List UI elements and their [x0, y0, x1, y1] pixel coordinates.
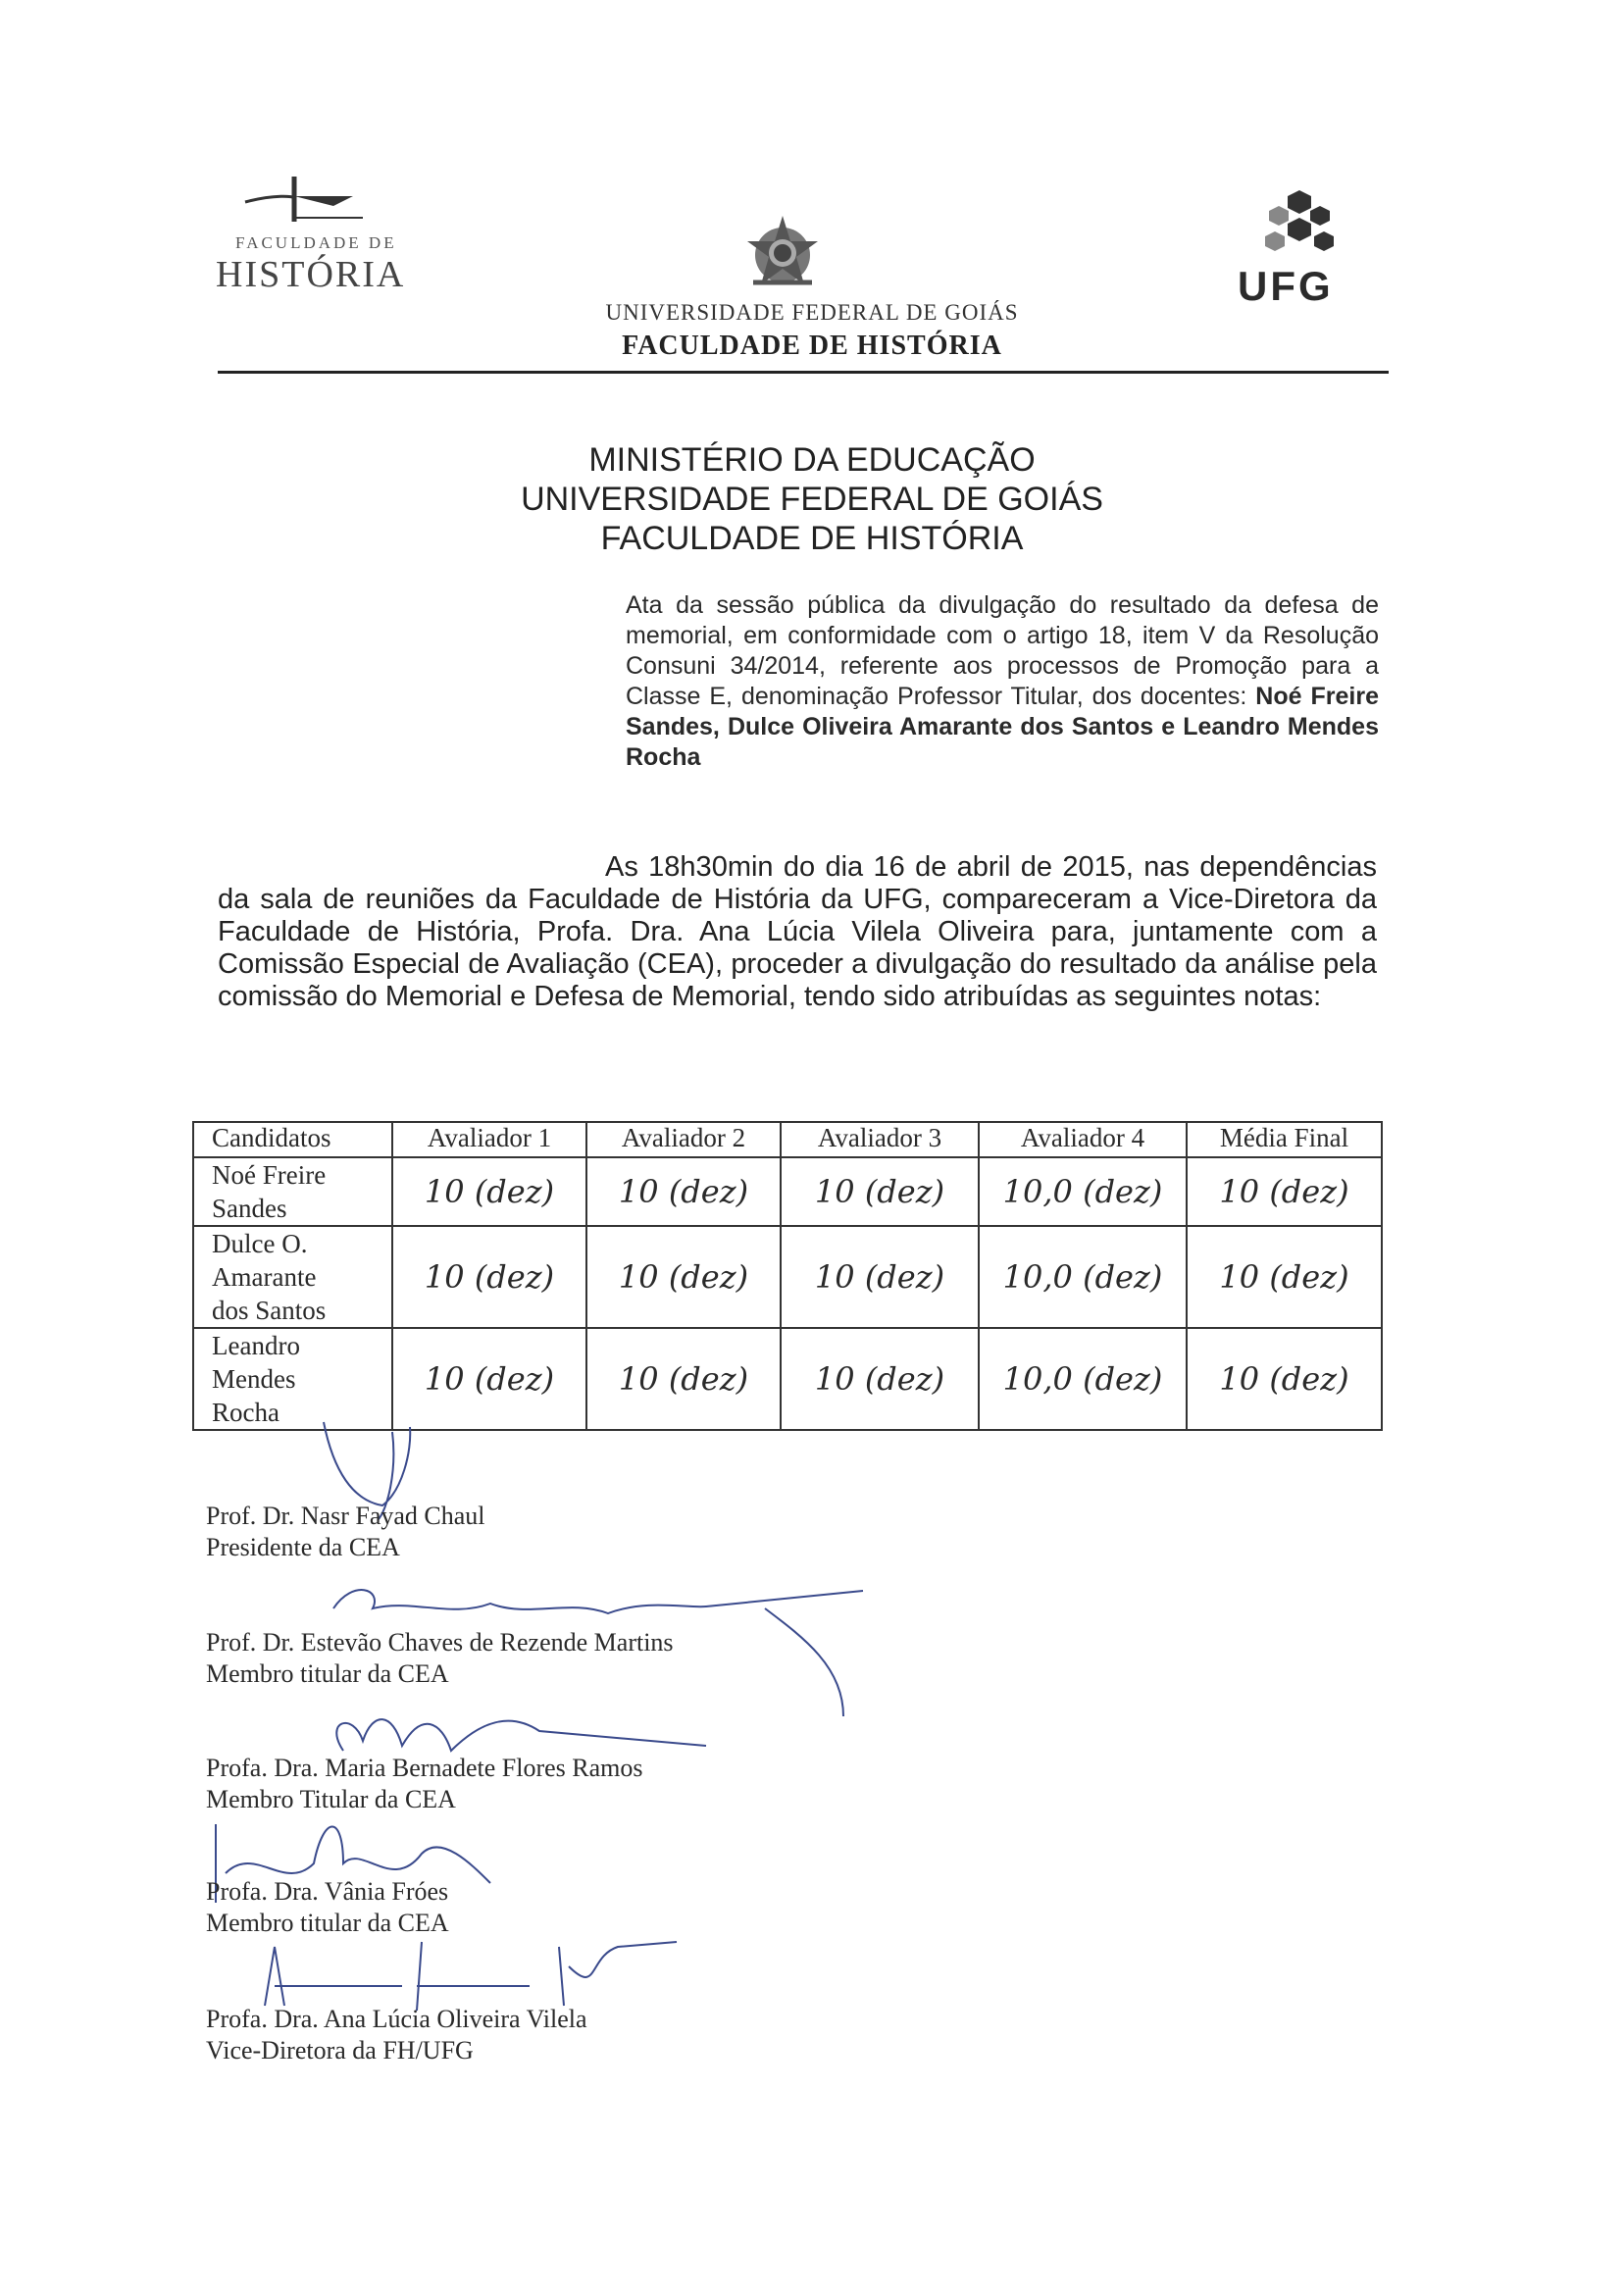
final-grade-cell: 10 (dez) — [1187, 1157, 1382, 1226]
signatory-name: Profa. Dra. Ana Lúcia Oliveira Vilela — [206, 2005, 587, 2033]
signature-scribble — [245, 1937, 686, 2015]
grade-cell: 10 (dez) — [392, 1157, 586, 1226]
signatory-role: Membro titular da CEA — [206, 1909, 449, 1937]
candidate-name-line: Leandro — [212, 1331, 300, 1360]
grades-table — [192, 1121, 1383, 1431]
grade-cell: 10 (dez) — [392, 1226, 586, 1328]
table-header: Avaliador 3 — [781, 1122, 979, 1157]
faculty-title: FACULDADE DE HISTÓRIA — [600, 520, 1024, 557]
grade-cell: 10,0 (dez) — [979, 1226, 1187, 1328]
table-header: Média Final — [1187, 1122, 1382, 1157]
summary-text: Ata da sessão pública da divulgação do resultado da defesa de memorial, em conformidade com o artigo 18, item V da Resolução Consuni 34/2014, referente aos processos de Promoção para a Classe E, denominação Professor Titular, dos docentes: — [626, 591, 1379, 710]
candidate-name-line: Sandes — [212, 1194, 287, 1223]
table-header-row — [193, 1122, 1382, 1157]
table-header: Avaliador 2 — [586, 1122, 781, 1157]
signatory-role: Vice-Diretora da FH/UFG — [206, 2036, 474, 2065]
grade-cell: 10 (dez) — [586, 1157, 781, 1226]
faculty-logo-name: HISTÓRIA — [216, 254, 406, 295]
signatory-name: Prof. Dr. Nasr Fayad Chaul — [206, 1502, 485, 1530]
signatory-role: Membro Titular da CEA — [206, 1785, 456, 1813]
grade-cell: 10,0 (dez) — [979, 1328, 1187, 1430]
table-header: Avaliador 1 — [392, 1122, 586, 1157]
final-grade-cell: 10 (dez) — [1187, 1226, 1382, 1328]
signatory-name: Profa. Dra. Vânia Fróes — [206, 1877, 449, 1906]
header-divider — [218, 371, 1389, 374]
letterhead-university: UNIVERSIDADE FEDERAL DE GOIÁS — [605, 300, 1019, 325]
grade-cell: 10 (dez) — [781, 1226, 979, 1328]
ministry-title: MINISTÉRIO DA EDUCAÇÃO — [588, 441, 1036, 479]
final-grade-cell: 10 (dez) — [1187, 1328, 1382, 1430]
signatory-role: Membro titular da CEA — [206, 1659, 449, 1688]
brazil-coat-of-arms-icon — [739, 212, 826, 298]
faculty-logo-caption: FACULDADE DE — [235, 233, 397, 252]
grade-cell: 10 (dez) — [392, 1328, 586, 1430]
candidate-name-line: Amarante — [212, 1262, 317, 1292]
table-row — [193, 1157, 1382, 1226]
summary-names: Noé Freire Sandes, Dulce Oliveira Amarante dos Santos e Leandro Mendes Rocha — [626, 683, 1379, 771]
candidate-cell — [193, 1226, 392, 1328]
candidate-name-line: Rocha — [212, 1398, 279, 1427]
grade-cell: 10,0 (dez) — [979, 1157, 1187, 1226]
letterhead-faculty: FACULDADE DE HISTÓRIA — [622, 331, 1002, 361]
signatory-name: Profa. Dra. Maria Bernadete Flores Ramos — [206, 1754, 643, 1782]
signatory-role: Presidente da CEA — [206, 1533, 400, 1561]
candidate-name-line: dos Santos — [212, 1296, 327, 1325]
candidate-name-line: Noé Freire — [212, 1160, 327, 1190]
candidate-cell — [193, 1157, 392, 1226]
ufg-logo-text: UFG — [1238, 263, 1334, 309]
minutes-paragraph-text: As 18h30min do dia 16 de abril de 2015, nas dependências da sala de reuniões da Faculdade de História da UFG, compareceram a Vice-Diretora da Faculdade de História, Profa. Dra. Ana Lúcia Vilela Oliveira para, juntamente com a Comissão Especial de Avaliação (CEA), proceder a divulgação do resultado da análise pela comissão do Memorial e Defesa de Memorial, tendo sido atribuídas as seguintes notas: — [218, 851, 1377, 1012]
signatory-name: Prof. Dr. Estevão Chaves de Rezende Martins — [206, 1628, 674, 1657]
ufg-logo-icon — [1245, 186, 1353, 263]
grade-cell: 10 (dez) — [586, 1328, 781, 1430]
grade-cell: 10 (dez) — [781, 1157, 979, 1226]
minutes-paragraph — [218, 851, 1377, 1013]
candidate-name-line: Mendes — [212, 1364, 296, 1394]
minutes-summary — [626, 590, 1379, 773]
table-row — [193, 1226, 1382, 1328]
candidate-name-line: Dulce O. — [212, 1229, 308, 1258]
university-title: UNIVERSIDADE FEDERAL DE GOIÁS — [521, 481, 1103, 518]
grade-cell: 10 (dez) — [781, 1328, 979, 1430]
table-header: Avaliador 4 — [979, 1122, 1187, 1157]
table-header: Candidatos — [193, 1122, 392, 1157]
faculty-logo-icon — [235, 175, 373, 233]
grade-cell: 10 (dez) — [586, 1226, 781, 1328]
